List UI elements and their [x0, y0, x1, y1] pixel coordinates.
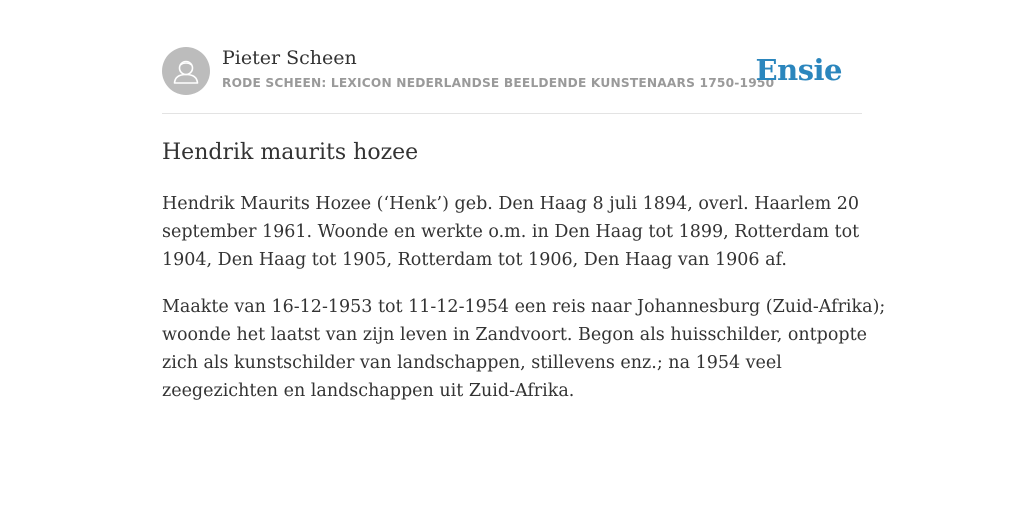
entry-paragraph-1: [162, 190, 862, 274]
brand-logo[interactable]: Ensie: [755, 53, 842, 87]
paragraph-line: Hendrik Maurits Hozee (‘Henk’) geb. Den Haag 8 juli 1894, overl. Haarlem 20: [162, 194, 860, 214]
entry-title: Hendrik maurits hozee: [162, 140, 419, 165]
author-avatar[interactable]: [162, 47, 210, 95]
paragraph-line: Maakte van 16-12-1953 tot 11-12-1954 een reis naar Johannesburg (Zuid-Afrika);: [162, 297, 886, 317]
paragraph-line: zeegezichten en landschappen uit Zuid-Afrika.: [162, 381, 575, 401]
author-name[interactable]: Pieter Scheen: [222, 47, 357, 69]
paragraph-line: 1904, Den Haag tot 1905, Rotterdam tot 1906, Den Haag van 1906 af.: [162, 250, 787, 270]
entry-header: [162, 46, 862, 96]
entry-card: [162, 0, 886, 512]
paragraph-line: september 1961. Woonde en werkte o.m. in Den Haag tot 1899, Rotterdam tot: [162, 222, 860, 242]
paragraph-line: woonde het laatst van zijn leven in Zandvoort. Begon als huisschilder, ontpopte: [162, 325, 867, 345]
source-title[interactable]: RODE SCHEEN: LEXICON NEDERLANDSE BEELDENDE KUNSTENAARS 1750-1950: [222, 76, 775, 90]
entry-paragraph-2: [162, 293, 886, 405]
paragraph-line: zich als kunstschilder van landschappen, stillevens enz.; na 1954 veel: [162, 353, 782, 373]
user-icon: [162, 47, 210, 95]
header-divider: [162, 113, 862, 114]
